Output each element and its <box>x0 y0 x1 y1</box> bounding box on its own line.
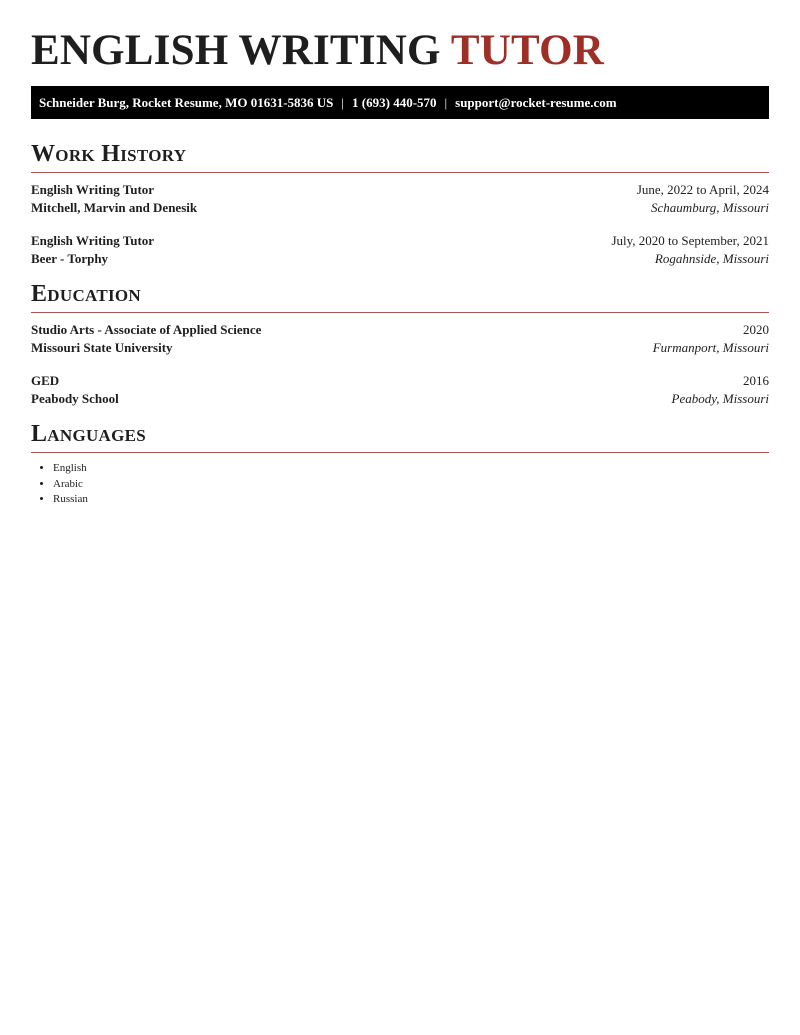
graduation-year: 2016 <box>743 373 769 388</box>
job-location: Rogahnside, Missouri <box>654 251 769 266</box>
job-title: English Writing Tutor <box>31 233 155 248</box>
languages-list <box>31 461 88 508</box>
resume-title <box>31 27 604 75</box>
title-accent: TUTOR <box>450 27 604 74</box>
education-heading: Education <box>31 280 769 313</box>
contact-bar <box>31 86 769 119</box>
school-name: Peabody School <box>31 391 119 406</box>
language-item: • Russian <box>53 492 88 508</box>
education-entry <box>31 372 769 408</box>
education-entry <box>31 321 769 357</box>
degree-name: Studio Arts - Associate of Applied Science <box>31 322 262 337</box>
contact-email[interactable]: support@rocket-resume.com <box>455 95 617 110</box>
company-name: Mitchell, Marvin and Denesik <box>31 200 198 215</box>
job-dates: July, 2020 to September, 2021 <box>611 233 769 248</box>
job-dates: June, 2022 to April, 2024 <box>636 182 769 197</box>
work-entry <box>31 232 769 268</box>
contact-address: Schneider Burg, Rocket Resume, MO 01631-5836 US <box>39 95 334 110</box>
degree-name: GED <box>31 373 60 388</box>
language-item: • English <box>53 461 88 477</box>
school-location: Peabody, Missouri <box>671 391 769 406</box>
graduation-year: 2020 <box>743 322 769 337</box>
title-main: ENGLISH WRITING <box>31 27 441 74</box>
job-title: English Writing Tutor <box>31 182 155 197</box>
languages-heading: Languages <box>31 420 769 453</box>
school-name: Missouri State University <box>31 340 173 355</box>
contact-separator: | <box>444 95 448 110</box>
work-entry <box>31 181 769 217</box>
contact-phone: 1 (693) 440-570 <box>352 95 437 110</box>
school-location: Furmanport, Missouri <box>652 340 769 355</box>
language-item: • Arabic <box>53 477 88 493</box>
job-location: Schaumburg, Missouri <box>651 200 769 215</box>
work-history-heading: Work History <box>31 140 769 173</box>
company-name: Beer - Torphy <box>31 251 109 266</box>
contact-separator: | <box>341 95 345 110</box>
